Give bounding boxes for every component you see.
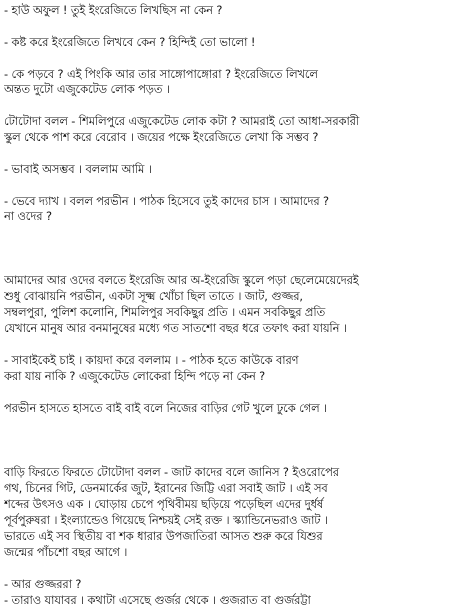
text-line: - আর গুজ্জররা ? (4, 577, 82, 591)
text-line: - হাউ অফুল ! তুই ইংরেজিতে লিখছিস না কেন ? (4, 3, 223, 17)
text-line: - ভাবাই অসম্ভব । বললাম আমি । (4, 162, 152, 176)
text-line: বাড়ি ফিরতে ফিরতে টোটোদা বলল - জাট কাদের বলে জানিস ? ইওরোপের (4, 465, 339, 479)
text-line: সম্বলপুরা, পুলিশ কলোনি, শিমলিপুর সবকিছুর প্রতি । এমন সবকিছুর প্রতি (4, 305, 326, 319)
text-line: আমাদের আর ওদের বলতে ইংরেজি আর অ-ইংরেজি স্কুলে পড়া ছেলেমেয়েদেরই (4, 273, 359, 287)
text-line: - তারাও যাযাবর । কথাটা এসেছে গুর্জর থেকে । গুজরাত বা গুর্জরট্টা (4, 593, 311, 607)
text-line: - কষ্ট করে ইংরেজিতে লিখবে কেন ? হিন্দিই তো ভালো ! (4, 35, 256, 49)
text-line: গথ, চিনের গিট, ডেনমার্কের জুট, ইরানের জিট্টি এরা সবাই জাট । এই সব (4, 481, 328, 495)
text-line: না ওদের ? (4, 209, 52, 223)
text-line: করা যায় নাকি ? এজুকেটেড লোকেরা হিন্দি পড়ে না কেন ? (4, 369, 266, 383)
text-line: - সাবাইকেই চাই । কায়দা করে বললাম । - পাঠক হতে কাউকে বারণ (4, 353, 299, 367)
text-line: স্কুল থেকে পাশ করে বেরোব । জয়ের পক্ষে ইংরেজিতে লেখা কি সম্ভব ? (4, 130, 319, 144)
text-line: - ভেবে দ্যাখ । বলল পরভীন । পাঠক হিসেবে তুই কাদের চাস । আমাদের ? (4, 194, 329, 208)
text-line: ভারতে এই সব স্থিতীয় বা শক ধারার উপজাতিরা আসত শুরু করে যিশুর (4, 529, 323, 543)
text-line: শুধু বোঝায়নি পরভীন, একটা সূক্ষ্ম খোঁচা ছিল তাতে । জাট, গুজ্জর, (4, 289, 303, 303)
text-line: জন্মের পাঁচশো বছর আগে । (4, 545, 128, 559)
text-line: যেখানে মানুষ আর বনমানুষের মধ্যে গত সাতশো বছর ধরে তফাৎ করা যায়নি । (4, 321, 347, 335)
text-line: পরভীন হাসতে হাসতে বাই বাই বলে নিজের বাড়ির গেট খুলে ঢুকে গেল । (4, 401, 327, 415)
text-line: পূর্বপুরুষরা । ইংল্যান্ডেও গিয়েছে নিশ্চয়ই সেই রক্ত । স্ক্যান্ডিনেভরাও জাট । (4, 513, 328, 527)
text-line: - কে পড়বে ? এই পিংকি আর তার সাঙ্গোপাঙ্গোরা ? ইংরেজিতে লিখলে (4, 67, 318, 81)
text-line: টোটোদা বলল - শিমলিপুরে এজুকেটেড লোক কটা ? আমরাই তো আধা-সরকারী (4, 114, 360, 128)
text-line: শব্দের উৎসও এক । ঘোড়ায় চেপে পৃথিবীময় ছড়িয়ে পড়েছিল এদের দুর্ধর্ষ (4, 497, 324, 511)
text-line: অন্তত দুটো এজুকেটেড লোক পড়ত । (4, 82, 170, 96)
